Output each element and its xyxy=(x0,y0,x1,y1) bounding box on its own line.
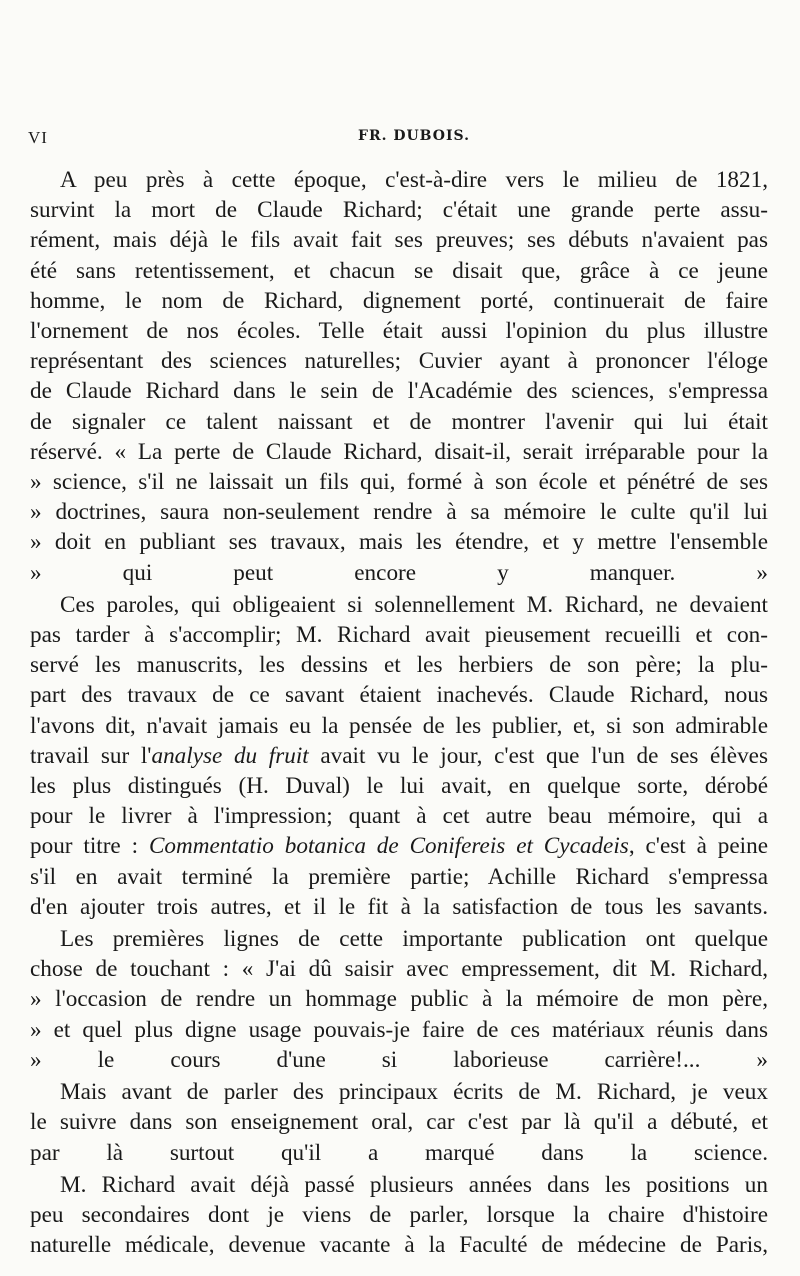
text-line: Les premières lignes de cette importante publication ont quelque xyxy=(60,926,768,953)
text-line: chose de touchant : « J'ai dû saisir avec empressement, dit M. Richard, xyxy=(30,956,768,983)
text-line: rément, mais déjà le fils avait fait ses preuves; ses débuts n'avaient pas xyxy=(30,227,768,254)
text-line: représentant des sciences naturelles; Cuvier ayant à prononcer l'éloge xyxy=(30,348,768,375)
paragraph-5 xyxy=(30,1170,768,1261)
text-line: » doctrines, saura non-seulement rendre à sa mémoire le culte qu'il lui xyxy=(30,499,768,526)
body-text xyxy=(30,165,768,1260)
page-header xyxy=(28,128,772,158)
text-line: peu secondaires dont je viens de parler, lorsque la chaire d'histoire xyxy=(30,1201,768,1228)
text-line: » science, s'il ne laissait un fils qui, formé à son école et pénétré de ses xyxy=(30,469,768,496)
italic-title: Commentatio botanica de Conifereis et Cycadeis xyxy=(148,833,629,860)
text-line: M. Richard avait déjà passé plusieurs années dans les positions un xyxy=(60,1171,768,1198)
text-line: servé les manuscrits, les dessins et les herbiers de son père; la plu- xyxy=(30,652,768,679)
text-line: été sans retentissement, et chacun se disait que, grâce à ce jeune xyxy=(30,257,768,284)
text-line: le suivre dans son enseignement oral, car c'est par là qu'il a débuté, et xyxy=(30,1109,768,1136)
text-run: , c'est à peine xyxy=(628,833,768,860)
text-line xyxy=(30,831,768,861)
text-line: réservé. « La perte de Claude Richard, disait-il, serait irréparable pour la xyxy=(30,438,768,465)
text-line: l'ornement de nos écoles. Telle était aussi l'opinion du plus illustre xyxy=(30,318,768,345)
page-number: VI xyxy=(28,128,48,147)
text-line xyxy=(30,741,768,771)
text-line: pas tarder à s'accomplir; M. Richard avait pieusement recueilli et con- xyxy=(30,622,768,649)
paragraph-1 xyxy=(30,165,768,588)
text-line: Ces paroles, qui obligeaient si solennellement M. Richard, ne devaient xyxy=(60,591,768,618)
text-line: de signaler ce talent naissant et de montrer l'avenir qui lui était xyxy=(30,408,768,435)
text-line: » doit en publiant ses travaux, mais les étendre, et y mettre l'ensemble xyxy=(30,529,768,556)
text-run: pour titre : xyxy=(30,833,149,860)
text-line: homme, le nom de Richard, dignement porté, continuerait de faire xyxy=(30,287,768,314)
text-line: Mais avant de parler des principaux écrits de M. Richard, je veux xyxy=(60,1079,768,1106)
text-line: » le cours d'une si laborieuse carrière!... » xyxy=(30,1046,768,1073)
text-line: l'avons dit, n'avait jamais eu la pensée de les publier, et, si son admirable xyxy=(30,712,768,739)
paragraph-3 xyxy=(30,924,768,1075)
text-line: de Claude Richard dans le sein de l'Académie des sciences, s'empressa xyxy=(30,378,768,405)
text-run: avait vu le jour, c'est que l'un de ses élèves xyxy=(308,742,768,769)
text-line: les plus distingués (H. Duval) le lui avait, en quelque sorte, dérobé xyxy=(30,773,768,800)
paragraph-4 xyxy=(30,1077,768,1168)
italic-title: analyse du fruit xyxy=(151,742,309,769)
text-line: s'il en avait terminé la première partie; Achille Richard s'empressa xyxy=(30,863,768,890)
text-line: d'en ajouter trois autres, et il le fit à la satisfaction de tous les savants. xyxy=(30,893,768,920)
text-line: A peu près à cette époque, c'est-à-dire vers le milieu de 1821, xyxy=(60,167,768,193)
text-line: » qui peut encore y manquer. » xyxy=(30,559,768,586)
text-line: » et quel plus digne usage pouvais-je faire de ces matériaux réunis dans xyxy=(30,1016,768,1043)
text-line: par là surtout qu'il a marqué dans la science. xyxy=(30,1139,768,1166)
text-run: travail sur l' xyxy=(30,742,152,769)
paragraph-2 xyxy=(30,590,768,922)
running-title: FR. DUBOIS. xyxy=(358,128,470,144)
text-line: part des travaux de ce savant étaient inachevés. Claude Richard, nous xyxy=(30,682,768,709)
text-line: pour le livrer à l'impression; quant à cet autre beau mémoire, qui a xyxy=(30,803,768,830)
text-line: » l'occasion de rendre un hommage public à la mémoire de mon père, xyxy=(30,986,768,1013)
text-line: survint la mort de Claude Richard; c'était une grande perte assu- xyxy=(30,197,768,224)
text-line: naturelle médicale, devenue vacante à la Faculté de médecine de Paris, xyxy=(30,1232,768,1259)
